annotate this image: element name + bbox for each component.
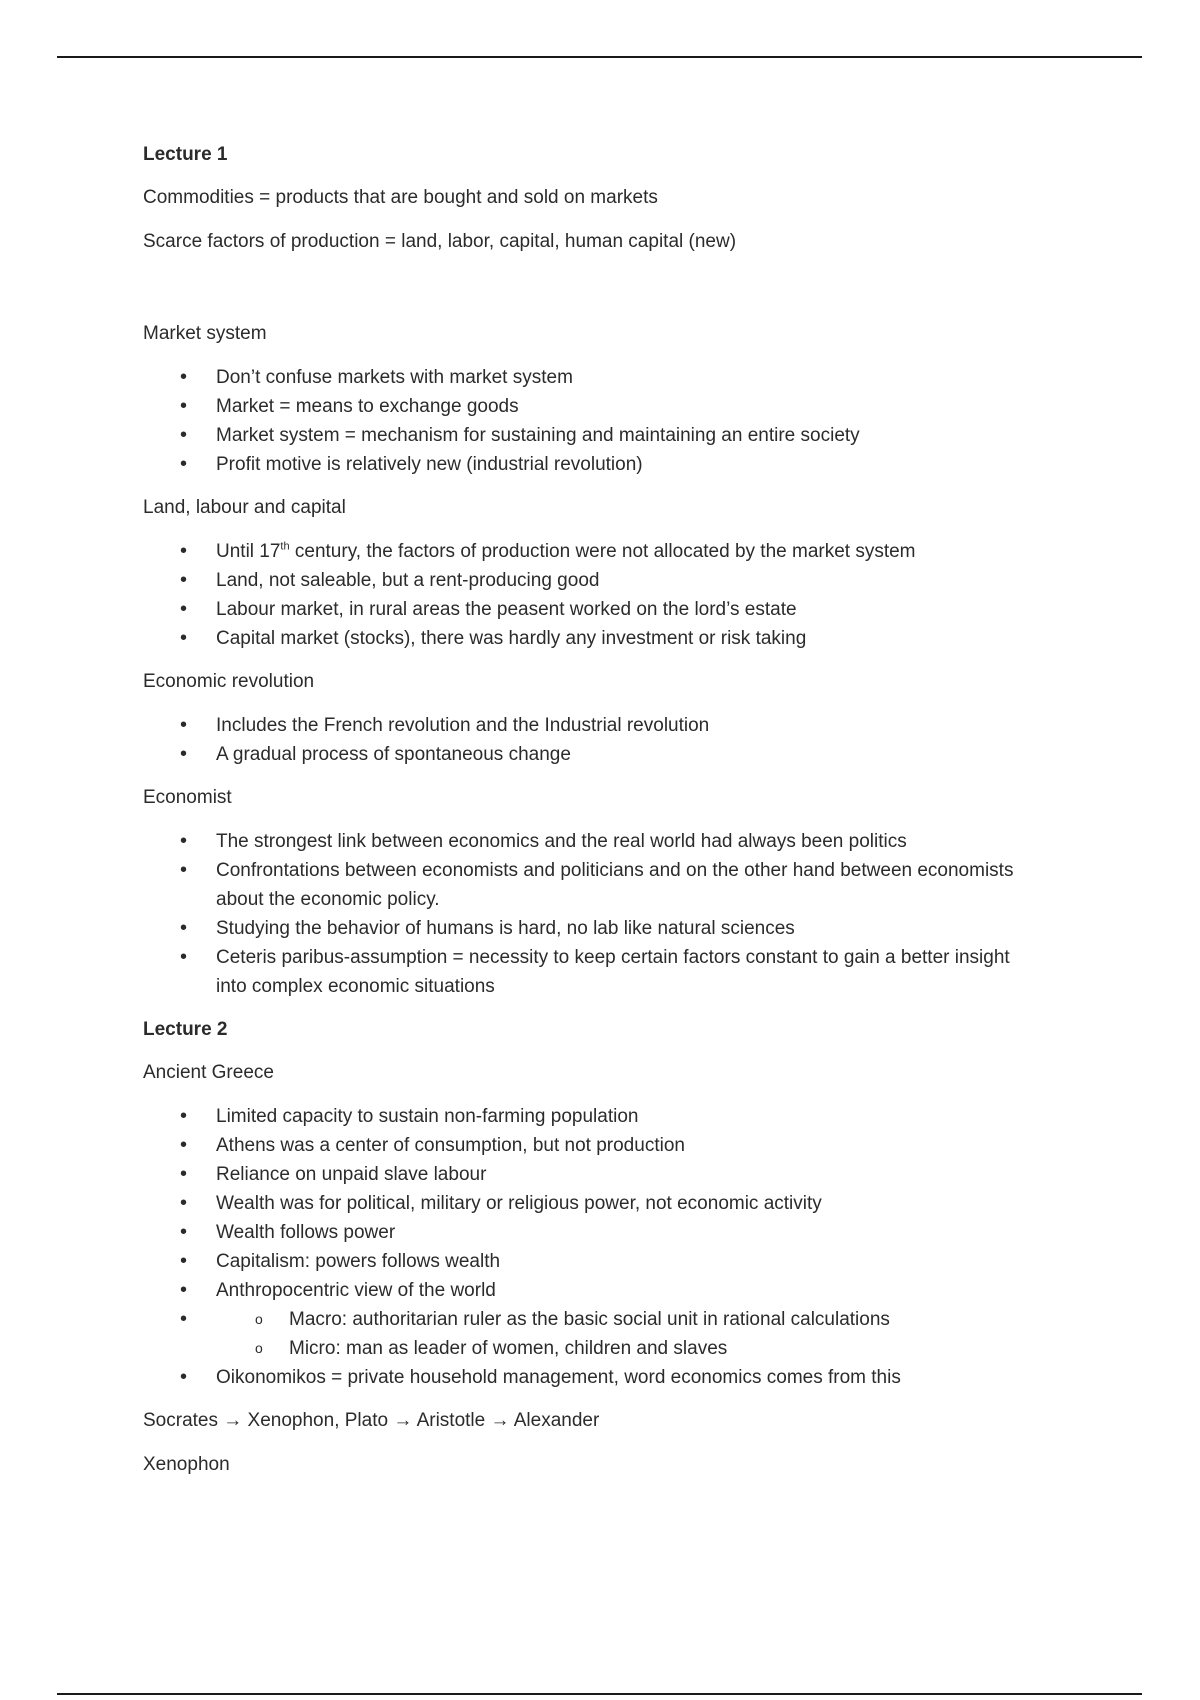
- list-item: • Land, not saleable, but a rent-producing good: [143, 566, 1043, 595]
- list-item: • Labour market, in rural areas the peasent worked on the lord’s estate: [143, 595, 1043, 624]
- list-item: • A gradual process of spontaneous change: [143, 740, 1043, 769]
- lineage-alexander: Alexander: [513, 1410, 600, 1431]
- lecture-1-title: Lecture 1: [143, 144, 228, 165]
- top-rule: [57, 56, 1142, 58]
- right-arrow-icon: →: [393, 1410, 413, 1431]
- right-arrow-icon: →: [223, 1410, 243, 1431]
- economic-revolution-list: [143, 711, 1043, 769]
- spacer: [143, 271, 1043, 319]
- list-item: • Market = means to exchange goods: [143, 392, 1043, 421]
- scarce-factors-definition: Scarce factors of production = land, labor, capital, human capital (new): [143, 231, 737, 252]
- economist-list: [143, 827, 1043, 1001]
- list-item: • Confrontations between economists and politicians and on the other hand between economists about the economic policy.: [143, 856, 1043, 914]
- list-item-text: Until 17: [216, 541, 281, 562]
- superscript: th: [280, 540, 290, 553]
- sub-list-item: o • Macro: authoritarian ruler as the basic social unit in rational calculations: [143, 1305, 1043, 1334]
- market-system-heading: Market system: [143, 323, 267, 344]
- commodities-definition: Commodities = products that are bought and sold on markets: [143, 187, 658, 208]
- economist-heading: Economist: [143, 787, 232, 808]
- philosopher-lineage: [143, 1406, 1043, 1435]
- list-item: • Athens was a center of consumption, but not production: [143, 1131, 1043, 1160]
- ancient-greece-list: [143, 1102, 1043, 1392]
- list-item: • Wealth was for political, military or religious power, not economic activity: [143, 1189, 1043, 1218]
- xenophon-heading: Xenophon: [143, 1454, 230, 1475]
- list-item: • Reliance on unpaid slave labour: [143, 1160, 1043, 1189]
- document-page: [143, 140, 1043, 1494]
- list-item: • Studying the behavior of humans is hard, no lab like natural sciences: [143, 914, 1043, 943]
- bottom-rule: [57, 1693, 1142, 1695]
- list-item: • Market system = mechanism for sustaining and maintaining an entire society: [143, 421, 1043, 450]
- ancient-greece-heading: Ancient Greece: [143, 1062, 274, 1083]
- list-item: • The strongest link between economics and the real world had always been politics: [143, 827, 1043, 856]
- lineage-aristotle: Aristotle: [416, 1410, 486, 1431]
- economic-revolution-heading: Economic revolution: [143, 671, 315, 692]
- list-item: • Ceteris paribus-assumption = necessity to keep certain factors constant to gain a better insight into complex economic situations: [143, 943, 1043, 1001]
- land-labour-list: [143, 537, 1043, 653]
- list-item: • Oikonomikos = private household management, word economics comes from this: [143, 1363, 1043, 1392]
- list-item: • Capitalism: powers follows wealth: [143, 1247, 1043, 1276]
- lineage-socrates: Socrates: [143, 1410, 218, 1431]
- right-arrow-icon: →: [490, 1410, 510, 1431]
- sub-list-item: o Micro: man as leader of women, children and slaves: [143, 1334, 1043, 1363]
- list-item: • Wealth follows power: [143, 1218, 1043, 1247]
- list-item: • Anthropocentric view of the world: [143, 1276, 1043, 1305]
- list-item: [143, 537, 1043, 566]
- anthropocentric-sub-list: [143, 1305, 1043, 1363]
- lecture-2-title: Lecture 2: [143, 1019, 228, 1040]
- lineage-xenophon-plato: Xenophon, Plato: [247, 1410, 389, 1431]
- list-item: • Profit motive is relatively new (industrial revolution): [143, 450, 1043, 479]
- list-item: • Limited capacity to sustain non-farming population: [143, 1102, 1043, 1131]
- list-item: • Capital market (stocks), there was hardly any investment or risk taking: [143, 624, 1043, 653]
- nested-list-container: [143, 1305, 1043, 1363]
- list-item-text: century, the factors of production were not allocated by the market system: [289, 541, 916, 562]
- land-labour-heading: Land, labour and capital: [143, 497, 346, 518]
- list-item: • Don’t confuse markets with market system: [143, 363, 1043, 392]
- list-item: • Includes the French revolution and the Industrial revolution: [143, 711, 1043, 740]
- market-system-list: [143, 363, 1043, 479]
